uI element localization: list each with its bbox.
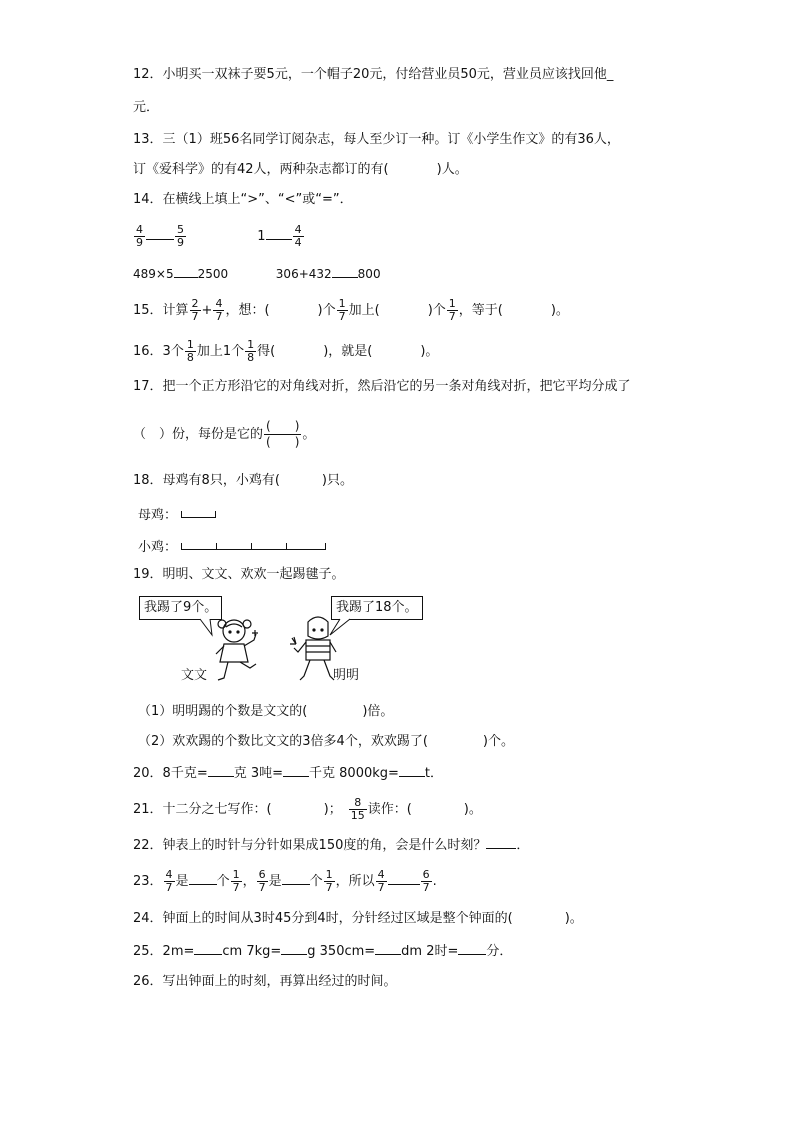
q14-line1: 14．在横线上填上“>”、“<”或“=”． xyxy=(133,192,353,207)
q23-blank-1[interactable] xyxy=(189,872,217,885)
q17-line1: 17．把一个正方形沿它的对角线对折，然后沿它的另一条对角线对折，把它平均分成了 xyxy=(133,379,631,394)
q14-one: 1 xyxy=(257,229,266,244)
q18-line1: 18．母鸡有8只，小鸡有( )只。 xyxy=(133,473,353,488)
fraction: $\frac{6}{7}$ xyxy=(258,868,266,894)
fraction: $\frac{6}{7}$ xyxy=(422,868,430,894)
fraction: $\frac{4}{4}$ xyxy=(294,223,302,249)
q14-expr-2-right: 800 xyxy=(357,267,381,281)
fraction: $\frac{4}{7}$ xyxy=(165,868,173,894)
q23-compare-blank[interactable] xyxy=(388,864,420,885)
q19-line1: 19．明明、文文、欢欢一起踢毽子。 xyxy=(133,567,345,582)
q15-line: 15．计算 $\frac{2}{7}$ + $\frac{4}{7}$ ，想：( )个 $\frac{1}{7}$ 加上( )个 $\frac{1}{7}$ ，等于( )。 xyxy=(133,297,569,323)
q23-line: 23． $\frac{4}{7}$ 是 个 $\frac{1}{7}$ ， $\frac{6}{7}$ 是 个 $\frac{1}{7}$ ，所以 $\frac{4}{7}$ $\frac{6}{7}$ . xyxy=(133,864,437,900)
q19-part2: （2）欢欢踢的个数比文文的3倍多4个，欢欢踢了( )个。 xyxy=(138,734,514,749)
fraction: $\frac{4}{7}$ xyxy=(215,297,223,323)
speech-bubble-left: 我踢了9个。 xyxy=(139,596,222,620)
q20-line: 20．8千克= 克 3吨= 千克 8000kg= t． xyxy=(133,766,444,781)
q12-line2: 元． xyxy=(133,100,160,115)
q16-line: 16．3个 $\frac{1}{8}$ 加上1个 $\frac{1}{8}$ 得( )，就是( )。 xyxy=(133,338,439,364)
girl-figure xyxy=(216,620,258,680)
q14-expr-1: 489×5 xyxy=(133,267,174,281)
fraction: $\frac{1}{8}$ xyxy=(247,338,255,364)
fraction: $\frac{( )}{( )}$ xyxy=(266,419,300,449)
q20-blank-2[interactable] xyxy=(283,764,309,777)
q22-blank[interactable] xyxy=(486,836,516,849)
q25-blank-1[interactable] xyxy=(194,942,222,955)
q13-text-a: 订《爱科学》的有42人，两种杂志都订的有( xyxy=(133,162,389,177)
fraction: $\frac{1}{7}$ xyxy=(338,297,346,323)
q13-text-b: )人。 xyxy=(436,162,468,177)
fraction: $\frac{1}{8}$ xyxy=(186,338,194,364)
q17-text-b: 。 xyxy=(302,427,316,442)
fraction: $\frac{5}{9}$ xyxy=(177,223,184,249)
q14-expr-1-right: 2500 xyxy=(197,267,229,281)
q25-line: 25．2m= cm 7kg= g 350cm= dm 2时= 分． xyxy=(133,944,513,959)
q19-part1: （1）明明踢的个数是文文的( )倍。 xyxy=(138,704,394,719)
q14-expr-2: 306+432 xyxy=(275,267,332,281)
name-label-right: 明明 xyxy=(333,668,360,683)
q21-line: 21．十二分之七写作：( )； $\frac{8}{15}$ 读作：( )。 xyxy=(133,796,482,822)
fraction: $\frac{4}{7}$ xyxy=(377,868,385,894)
fraction: $\frac{8}{15}$ xyxy=(350,796,365,822)
q22-line: 22．钟表上的时针与分针如果成150度的角，会是什么时刻？ ． xyxy=(133,838,530,853)
q17-text-a: （ ）份，每份是它的 xyxy=(133,427,264,442)
q25-blank-2[interactable] xyxy=(281,942,307,955)
boy-figure xyxy=(290,617,336,680)
fraction: $\frac{1}{7}$ xyxy=(232,868,240,894)
q20-blank-3[interactable] xyxy=(399,764,425,777)
q25-blank-3[interactable] xyxy=(375,942,401,955)
q13-line1: 13．三（1）班56名同学订阅杂志，每人至少订一种。订《小学生作文》的有36人， xyxy=(133,132,620,147)
fraction: $\frac{1}{7}$ xyxy=(448,297,456,323)
q25-blank-4[interactable] xyxy=(458,942,486,955)
hen-label: 母鸡： xyxy=(138,508,178,523)
fraction: $\frac{1}{7}$ xyxy=(325,868,333,894)
fraction: $\frac{2}{7}$ xyxy=(191,297,199,323)
name-label-left: 文文 xyxy=(181,668,208,683)
q12-line1: 12．小明买一双袜子要5元，一个帽子20元，付给营业员50元，营业员应该找回他_ xyxy=(133,67,614,82)
chick-label: 小鸡： xyxy=(138,540,178,555)
speech-bubble-right: 我踢了18个。 xyxy=(331,596,423,620)
q20-blank-1[interactable] xyxy=(208,764,234,777)
q24-line: 24．钟面上的时间从3时45分到4时，分针经过区域是整个钟面的( )。 xyxy=(133,911,583,926)
fraction: $\frac{4}{9}$ xyxy=(136,223,143,249)
q23-blank-2[interactable] xyxy=(282,872,310,885)
q26-line: 26．写出钟面上的时刻，再算出经过的时间。 xyxy=(133,974,397,989)
